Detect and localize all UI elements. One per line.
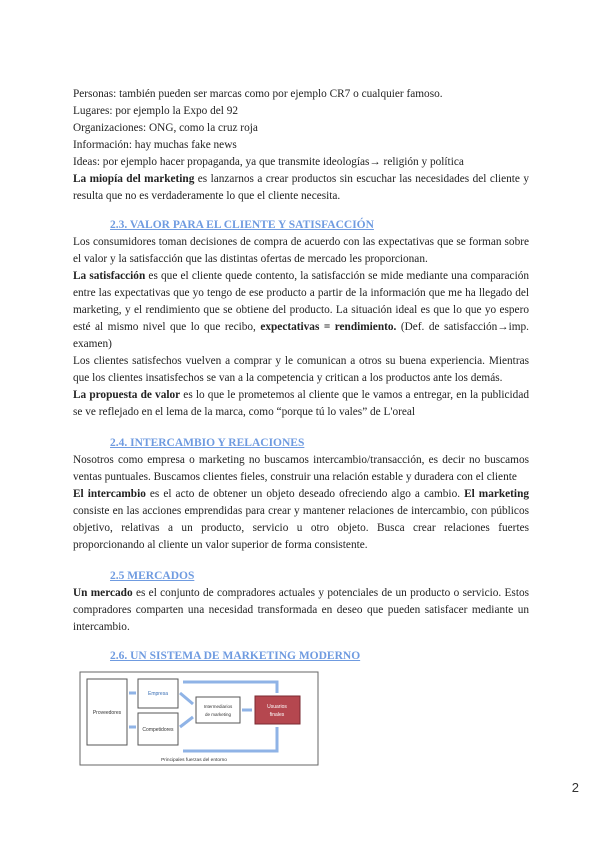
section-heading-2-4[interactable]: 2.4. INTERCAMBIO Y RELACIONES [110,437,305,449]
paragraph-text: (Def. de satisfacción→imp. examen) [73,321,529,350]
paragraph-text: es lanzarnos a crear productos sin escuchar las necesidades del cliente y resulta que no es verdaderamente lo que el cliente necesita. [73,173,530,202]
label-intermediarios-2: de marketing [204,712,232,717]
label-intermediarios: Intermediarios [203,704,233,709]
section-heading-2-6[interactable]: 2.6. UN SISTEMA DE MARKETING MODERNO [110,650,361,662]
marketing-system-diagram [79,671,321,767]
bold-term: La satisfacción [73,270,146,282]
label-proveedores: Proveedores [92,710,122,716]
paragraph: Los consumidores toman decisiones de compra de acuerdo con las expectativas que se forman sobre el valor y la satisfacción que las distintas ofertas de mercado les proporcionan. [73,236,529,265]
bold-term: expectativas = rendimiento. [260,321,397,333]
text-line: Ideas: por ejemplo hacer propaganda, ya que transmite ideologías→ religión y política [73,156,464,168]
bold-term: La propuesta de valor [73,389,181,401]
bold-term: El marketing [464,488,529,500]
label-usuarios: Usuarios [267,704,287,710]
paragraph [73,268,529,353]
bold-term: Un mercado [73,587,133,599]
text-line: Organizaciones: ONG, como la cruz roja [73,122,258,134]
label-entorno: Principales fuerzas del entorno [161,758,227,763]
text-line: Personas: también pueden ser marcas como por ejemplo CR7 o cualquier famoso. [73,88,443,100]
box-intermediarios [196,697,240,723]
label-usuarios-2: finales [269,712,285,718]
document-body [73,0,579,816]
paragraph: Los clientes satisfechos vuelven a comprar y le comunican a otros su buena experiencia. Mientras que los clientes insatisfechos se van a la competencia y critican a los productos ante los demás. [73,355,529,384]
box-usuarios-finales [255,696,300,724]
paragraph [73,387,529,421]
paragraph [73,585,529,636]
paragraph-text: es el acto de obtener un objeto deseado ofreciendo algo a cambio. [145,488,465,500]
label-empresa: Empresa [147,691,169,697]
paragraph: Nosotros como empresa o marketing no buscamos intercambio/transacción, es decir no buscamos ventas puntuales. Buscamos clientes fieles, construir una relación estable y duradera con el cliente [73,454,529,483]
paragraph-text: consiste en las acciones emprendidas para crear y mantener relaciones de intercambio, con públicos objetivo, relativas a un producto, servicio u otro objeto. Busca crear relaciones fuertes proporcionando al cliente un valor superior de forma consistente. [73,505,529,551]
paragraph-text: es que el cliente quede contento, la satisfacción se mide mediante una comparación entre las expectativas que yo tengo de ese producto a partir de la información que me ha llegado del marketing, y el rendimiento que se obtiene del producto. La situación ideal es que lo que yo espero esté al mismo nivel que lo que recibo, [73,270,530,333]
paragraph-text: es lo que le prometemos al cliente que le vamos a entregar, en la publicidad se ve reflejado en el lema de la marca, como “porque tú lo vales” de L'oreal [73,389,529,418]
bold-term: La miopía del marketing [73,173,195,185]
paragraph-miopia [73,171,529,205]
paragraph-text: es el conjunto de compradores actuales y potenciales de un producto o servicio. Estos compradores comparten una necesidad transformada en deseo que pueden satisfacer mediante un intercambio. [73,587,530,633]
text-line: Información: hay muchas fake news [73,139,237,151]
section-heading-2-3[interactable]: 2.3. VALOR PARA EL CLIENTE Y SATISFACCIÓN [110,219,374,231]
bold-term: El intercambio [73,488,146,500]
section-heading-2-5[interactable]: 2.5 MERCADOS [110,570,195,582]
page-number: 2 [571,780,579,795]
paragraph [73,486,529,554]
text-line: Lugares: por ejemplo la Expo del 92 [73,105,239,117]
label-competidores: Competidores [142,727,174,733]
